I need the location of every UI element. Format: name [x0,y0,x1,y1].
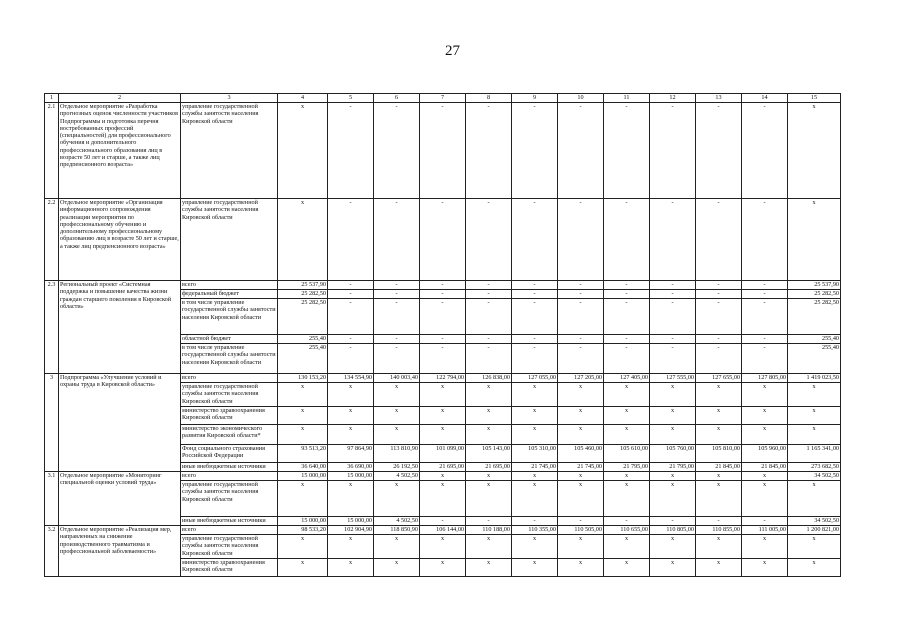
value-cell: x [328,383,374,407]
value-cell: x [512,559,558,577]
table-row [45,281,841,290]
funding-source: Фонд социального страхования Российской Федерации [181,445,278,463]
value-cell: x [328,407,374,425]
value-cell: 36 690,00 [328,463,374,472]
header-cell: 8 [466,94,512,103]
value-cell: x [512,407,558,425]
value-cell: 105 610,00 [604,445,650,463]
value-cell: x [466,425,512,445]
value-cell: - [650,290,696,299]
header-cell: 13 [696,94,742,103]
value-cell: - [558,290,604,299]
value-cell: x [558,407,604,425]
value-cell: 102 904,90 [328,526,374,535]
table-row [45,526,841,535]
value-cell: 21 745,00 [558,463,604,472]
value-cell: 105 760,00 [650,445,696,463]
value-cell: 122 794,00 [420,374,466,383]
value-cell: 105 460,00 [558,445,604,463]
value-cell: - [512,299,558,335]
value-cell: - [420,199,466,281]
funding-source: федеральный бюджет [181,290,278,299]
value-cell: 97 864,90 [328,445,374,463]
value-cell: - [466,199,512,281]
value-cell: - [420,290,466,299]
value-cell: 21 845,00 [742,463,788,472]
value-cell: x [420,535,466,559]
value-cell: x [374,383,420,407]
value-cell: 111 005,00 [742,526,788,535]
value-cell: - [604,517,650,526]
value-cell: x [650,535,696,559]
value-cell: x [650,481,696,517]
value-cell: 255,40 [278,344,328,374]
value-cell: 105 143,00 [466,445,512,463]
value-cell: 110 505,00 [558,526,604,535]
value-cell: 15 000,00 [328,517,374,526]
value-cell: - [742,517,788,526]
value-cell: x [558,425,604,445]
activity-name: Подпрограмма «Улучшение условий и охраны труда в Кировской области» [59,374,181,472]
funding-source: в том числе управление государственной службы занятости населения Кировской области [181,299,278,335]
header-cell: 7 [420,94,466,103]
value-cell: 255,40 [788,344,841,374]
value-cell: - [466,335,512,344]
value-cell: - [466,290,512,299]
value-cell: x [788,383,841,407]
value-cell: - [558,103,604,199]
header-row [45,94,841,103]
value-cell: - [328,199,374,281]
value-cell: 15 000,00 [328,472,374,481]
value-cell: x [558,535,604,559]
value-cell: x [328,535,374,559]
funding-source: министерство здравоохранения Кировской области [181,407,278,425]
value-cell: - [742,335,788,344]
value-cell: x [420,472,466,481]
value-cell: 273 682,50 [788,463,841,472]
value-cell: 93 513,20 [278,445,328,463]
value-cell: 113 810,90 [374,445,420,463]
value-cell: x [742,535,788,559]
value-cell: - [420,281,466,290]
value-cell: - [742,281,788,290]
value-cell: - [696,103,742,199]
funding-source: министерство здравоохранения Кировской области [181,559,278,577]
value-cell: 127 655,00 [696,374,742,383]
activity-name: Отдельное мероприятие «Реализация мер, направленных на снижение производственного травматизма и профессиональной заболеваемости» [59,526,181,577]
value-cell: 21 795,00 [604,463,650,472]
value-cell: - [742,103,788,199]
value-cell: x [788,103,841,199]
activity-name: Региональный проект «Системная поддержка и повышение качества жизни граждан старшего поколения в Кировской области» [59,281,181,374]
value-cell: - [420,344,466,374]
value-cell: x [650,472,696,481]
value-cell: x [696,383,742,407]
header-cell: 3 [181,94,278,103]
funding-source: иные внебюджетные источники [181,517,278,526]
value-cell: x [466,407,512,425]
value-cell: - [604,199,650,281]
value-cell: x [328,481,374,517]
value-cell: x [328,559,374,577]
value-cell: - [328,335,374,344]
table-row [45,103,841,199]
value-cell: 127 805,00 [742,374,788,383]
activity-name: Отдельное мероприятие «Мониторинг специальной оценки условий труда» [59,472,181,526]
value-cell: - [696,344,742,374]
value-cell: 110 655,00 [604,526,650,535]
value-cell: - [512,344,558,374]
value-cell: - [466,103,512,199]
value-cell: - [420,335,466,344]
value-cell: - [742,290,788,299]
row-number: 2.2 [45,199,59,281]
value-cell: x [420,481,466,517]
value-cell: x [696,407,742,425]
value-cell: x [558,383,604,407]
value-cell: x [558,559,604,577]
value-cell: - [420,103,466,199]
value-cell: x [512,383,558,407]
value-cell: - [650,344,696,374]
value-cell: x [696,559,742,577]
value-cell: - [466,299,512,335]
row-number: 2.3 [45,281,59,374]
funding-source: управление государственной службы занятости населения Кировской области [181,199,278,281]
value-cell: - [558,517,604,526]
value-cell: 21 695,00 [420,463,466,472]
row-number: 3.1 [45,472,59,526]
value-cell: - [696,517,742,526]
funding-source: управление государственной службы занятости населения Кировской области [181,481,278,517]
value-cell: x [788,425,841,445]
value-cell: 255,40 [788,335,841,344]
page-number: 27 [445,43,460,59]
budget-table [44,93,841,577]
value-cell: 98 533,20 [278,526,328,535]
value-cell: x [604,407,650,425]
value-cell: - [466,281,512,290]
value-cell: 1 200 821,00 [788,526,841,535]
activity-name: Отдельное мероприятие «Организация информационного сопровождения реализации мероприятия по профессиональному обучению и дополнительному профессиональному образованию лиц в возрасте 50 лет и старше, а также лиц предпенсионного возраста» [59,199,181,281]
value-cell: x [788,535,841,559]
value-cell: - [328,299,374,335]
value-cell: x [742,383,788,407]
value-cell: x [328,425,374,445]
value-cell: - [374,290,420,299]
value-cell: - [650,281,696,290]
activity-name: Отдельное мероприятие «Разработка прогнозных оценок численности участников Подпрограммы и подготовка перечня востребованных профессий (специальностей) для профессионального обучения и дополнительного профессионального образования лиц в возрасте 50 лет и старше, а также лиц предпенсионного возраста» [59,103,181,199]
header-cell: 11 [604,94,650,103]
value-cell: - [650,335,696,344]
value-cell: x [604,559,650,577]
value-cell: x [466,559,512,577]
funding-source: всего [181,374,278,383]
value-cell: x [788,199,841,281]
value-cell: 110 188,00 [466,526,512,535]
value-cell: x [420,407,466,425]
value-cell: x [742,559,788,577]
value-cell: x [604,481,650,517]
value-cell: x [278,407,328,425]
value-cell: 1 419 023,50 [788,374,841,383]
value-cell: - [558,281,604,290]
value-cell: - [696,199,742,281]
table-row [45,374,841,383]
value-cell: 110 805,00 [650,526,696,535]
value-cell: x [512,535,558,559]
value-cell: - [604,299,650,335]
value-cell: - [742,299,788,335]
value-cell: x [788,481,841,517]
table-body [45,94,841,577]
value-cell: 101 099,00 [420,445,466,463]
funding-source: управление государственной службы занятости населения Кировской области [181,535,278,559]
value-cell: - [604,344,650,374]
value-cell: - [558,335,604,344]
value-cell: x [466,472,512,481]
value-cell: 110 855,00 [696,526,742,535]
header-cell: 5 [328,94,374,103]
value-cell: 25 537,90 [788,281,841,290]
value-cell: x [374,559,420,577]
value-cell: 106 144,00 [420,526,466,535]
value-cell: 127 205,00 [558,374,604,383]
funding-source: всего [181,526,278,535]
value-cell: 15 000,00 [278,517,328,526]
value-cell: 110 355,00 [512,526,558,535]
funding-source: управление государственной службы занятости населения Кировской области [181,103,278,199]
value-cell: - [650,103,696,199]
value-cell: 25 282,50 [788,290,841,299]
value-cell: 127 405,00 [604,374,650,383]
value-cell: 26 192,50 [374,463,420,472]
value-cell: - [374,299,420,335]
value-cell: - [604,290,650,299]
value-cell: x [420,425,466,445]
value-cell: - [604,335,650,344]
value-cell: x [604,472,650,481]
value-cell: - [558,299,604,335]
value-cell: x [696,481,742,517]
value-cell: - [650,517,696,526]
value-cell: x [278,481,328,517]
value-cell: - [374,335,420,344]
value-cell: 21 745,00 [512,463,558,472]
value-cell: - [512,517,558,526]
value-cell: - [558,344,604,374]
value-cell: 140 003,40 [374,374,420,383]
value-cell: x [374,535,420,559]
header-cell: 2 [59,94,181,103]
value-cell: 34 502,50 [788,472,841,481]
funding-source: управление государственной службы занятости населения Кировской области [181,383,278,407]
value-cell: x [278,199,328,281]
row-number: 3 [45,374,59,472]
funding-source: областной бюджет [181,335,278,344]
value-cell: x [788,559,841,577]
value-cell: - [512,281,558,290]
value-cell: x [742,425,788,445]
value-cell: 4 502,50 [374,517,420,526]
value-cell: - [374,281,420,290]
value-cell: x [604,425,650,445]
value-cell: 21 845,00 [696,463,742,472]
value-cell: - [374,344,420,374]
value-cell: x [512,425,558,445]
value-cell: - [604,281,650,290]
value-cell: 127 555,00 [650,374,696,383]
value-cell: x [466,535,512,559]
header-cell: 10 [558,94,604,103]
value-cell: - [512,103,558,199]
value-cell: x [696,425,742,445]
value-cell: x [420,383,466,407]
value-cell: 255,40 [278,335,328,344]
value-cell: - [466,517,512,526]
funding-source: всего [181,472,278,481]
value-cell: x [650,407,696,425]
table-row [45,199,841,281]
value-cell: 25 282,50 [278,299,328,335]
value-cell: x [604,535,650,559]
value-cell: - [466,344,512,374]
value-cell: - [604,103,650,199]
value-cell: 21 795,00 [650,463,696,472]
value-cell: - [696,299,742,335]
value-cell: - [374,103,420,199]
value-cell: - [558,199,604,281]
funding-source: иные внебюджетные источники [181,463,278,472]
value-cell: 21 695,00 [466,463,512,472]
funding-source: всего [181,281,278,290]
value-cell: x [742,481,788,517]
value-cell: x [558,472,604,481]
header-cell: 4 [278,94,328,103]
value-cell: x [420,559,466,577]
row-number: 3.2 [45,526,59,577]
value-cell: - [328,103,374,199]
header-cell: 14 [742,94,788,103]
value-cell: x [278,425,328,445]
value-cell: x [696,535,742,559]
header-cell: 9 [512,94,558,103]
row-number: 2.1 [45,103,59,199]
value-cell: x [650,383,696,407]
value-cell: - [696,281,742,290]
value-cell: x [742,407,788,425]
value-cell: - [328,290,374,299]
funding-source: министерство экономического развития Кировской области* [181,425,278,445]
value-cell: 105 310,00 [512,445,558,463]
value-cell: 105 960,00 [742,445,788,463]
value-cell: 105 810,00 [696,445,742,463]
value-cell: - [696,290,742,299]
value-cell: x [374,425,420,445]
value-cell: x [278,383,328,407]
value-cell: x [788,407,841,425]
value-cell: x [466,383,512,407]
value-cell: - [374,199,420,281]
value-cell: 34 502,50 [788,517,841,526]
value-cell: 36 640,00 [278,463,328,472]
value-cell: 126 838,00 [466,374,512,383]
value-cell: - [328,281,374,290]
value-cell: 25 282,50 [788,299,841,335]
value-cell: 118 850,90 [374,526,420,535]
funding-source: в том числе управление государственной службы занятости населения Кировской области [181,344,278,374]
value-cell: 134 554,90 [328,374,374,383]
value-cell: 4 502,50 [374,472,420,481]
value-cell: 15 000,00 [278,472,328,481]
value-cell: - [650,199,696,281]
value-cell: - [742,344,788,374]
table-row [45,472,841,481]
value-cell: x [512,481,558,517]
value-cell: - [512,199,558,281]
value-cell: - [696,335,742,344]
value-cell: 25 537,90 [278,281,328,290]
value-cell: x [278,103,328,199]
value-cell: x [512,472,558,481]
value-cell: - [512,335,558,344]
value-cell: x [650,559,696,577]
value-cell: 1 165 341,00 [788,445,841,463]
value-cell: - [650,299,696,335]
value-cell: 130 153,20 [278,374,328,383]
value-cell: x [650,425,696,445]
value-cell: 25 282,50 [278,290,328,299]
value-cell: - [420,299,466,335]
value-cell: x [696,472,742,481]
header-cell: 12 [650,94,696,103]
value-cell: x [466,481,512,517]
value-cell: - [420,517,466,526]
value-cell: x [742,472,788,481]
value-cell: x [374,481,420,517]
value-cell: x [278,559,328,577]
value-cell: - [742,199,788,281]
value-cell: 127 055,00 [512,374,558,383]
value-cell: x [374,407,420,425]
header-cell: 15 [788,94,841,103]
value-cell: x [604,383,650,407]
value-cell: - [512,290,558,299]
value-cell: - [328,344,374,374]
header-cell: 1 [45,94,59,103]
value-cell: x [278,535,328,559]
header-cell: 6 [374,94,420,103]
value-cell: x [558,481,604,517]
